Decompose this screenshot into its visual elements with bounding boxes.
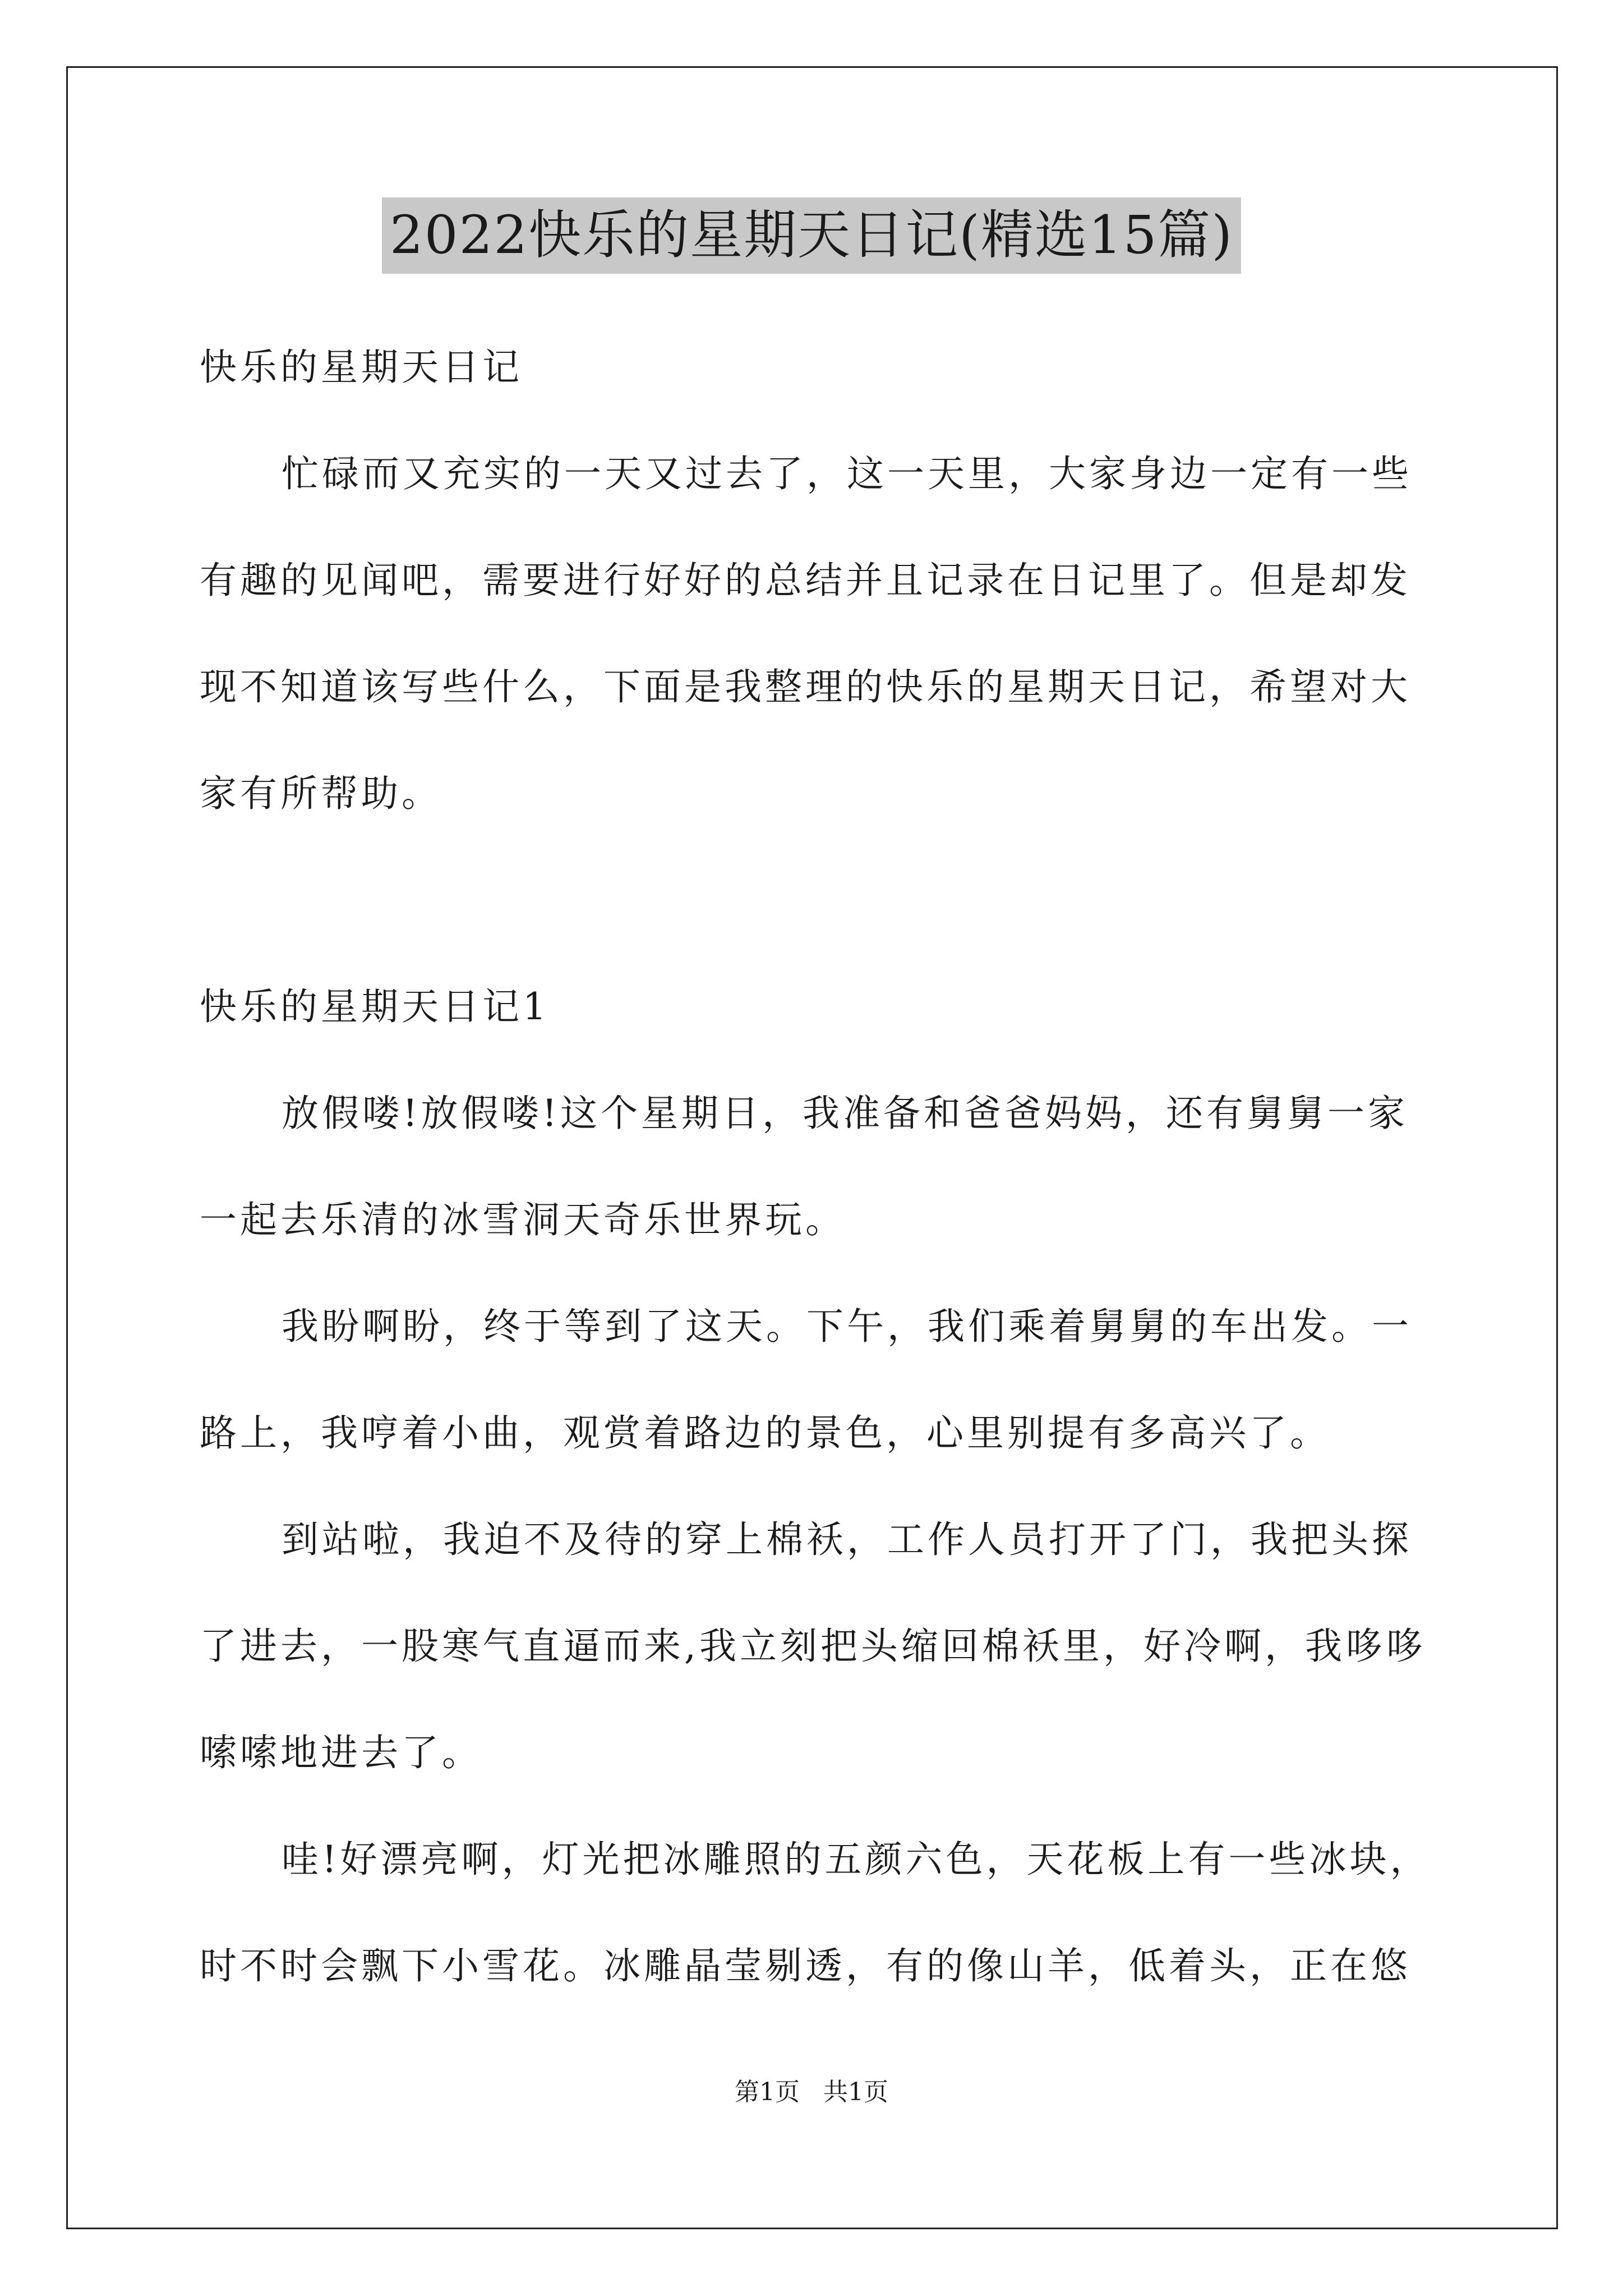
spacer bbox=[200, 847, 1433, 954]
section-heading: 快乐的星期天日记1 bbox=[200, 985, 550, 1028]
paragraph-line: 我盼啊盼，终于等到了这天。下午，我们乘着舅舅的车出发。一 bbox=[282, 1305, 1412, 1348]
paragraph-line: 现不知道该写些什么，下面是我整理的快乐的星期天日记，希望对大 bbox=[200, 665, 1411, 708]
paragraph-line: 哇!好漂亮啊，灯光把冰雕照的五颜六色，天花板上有一些冰块， bbox=[282, 1838, 1431, 1881]
document-body bbox=[200, 314, 1433, 2019]
paragraph-line: 嗦嗦地进去了。 bbox=[200, 1731, 482, 1774]
page-footer: 第1页 共1页 bbox=[735, 2078, 888, 2106]
paragraph-line: 了进去，一股寒气直逼而来,我立刻把头缩回棉袄里，好冷啊，我哆哆 bbox=[200, 1625, 1426, 1668]
paragraph-line: 家有所帮助。 bbox=[200, 772, 442, 815]
paragraph-line: 有趣的见闻吧，需要进行好好的总结并且记录在日记里了。但是却发 bbox=[200, 559, 1411, 602]
title-container bbox=[0, 197, 1623, 274]
paragraph-line: 到站啦，我迫不及待的穿上棉袄，工作人员打开了门，我把头探 bbox=[282, 1518, 1412, 1561]
document-title: 2022快乐的星期天日记(精选15篇) bbox=[382, 197, 1241, 274]
paragraph-line: 时不时会飘下小雪花。冰雕晶莹剔透，有的像山羊，低着头，正在悠 bbox=[200, 1944, 1411, 1987]
paragraph-line: 放假喽!放假喽!这个星期日，我准备和爸爸妈妈，还有舅舅一家 bbox=[282, 1092, 1409, 1135]
paragraph-line: 一起去乐清的冰雪洞天奇乐世界玩。 bbox=[200, 1198, 846, 1241]
paragraph-line: 忙碌而又充实的一天又过去了，这一天里，大家身边一定有一些 bbox=[282, 452, 1412, 495]
paragraph-line: 路上，我哼着小曲，观赏着路边的景色，心里别提有多高兴了。 bbox=[200, 1411, 1330, 1455]
intro-heading: 快乐的星期天日记 bbox=[200, 346, 523, 389]
